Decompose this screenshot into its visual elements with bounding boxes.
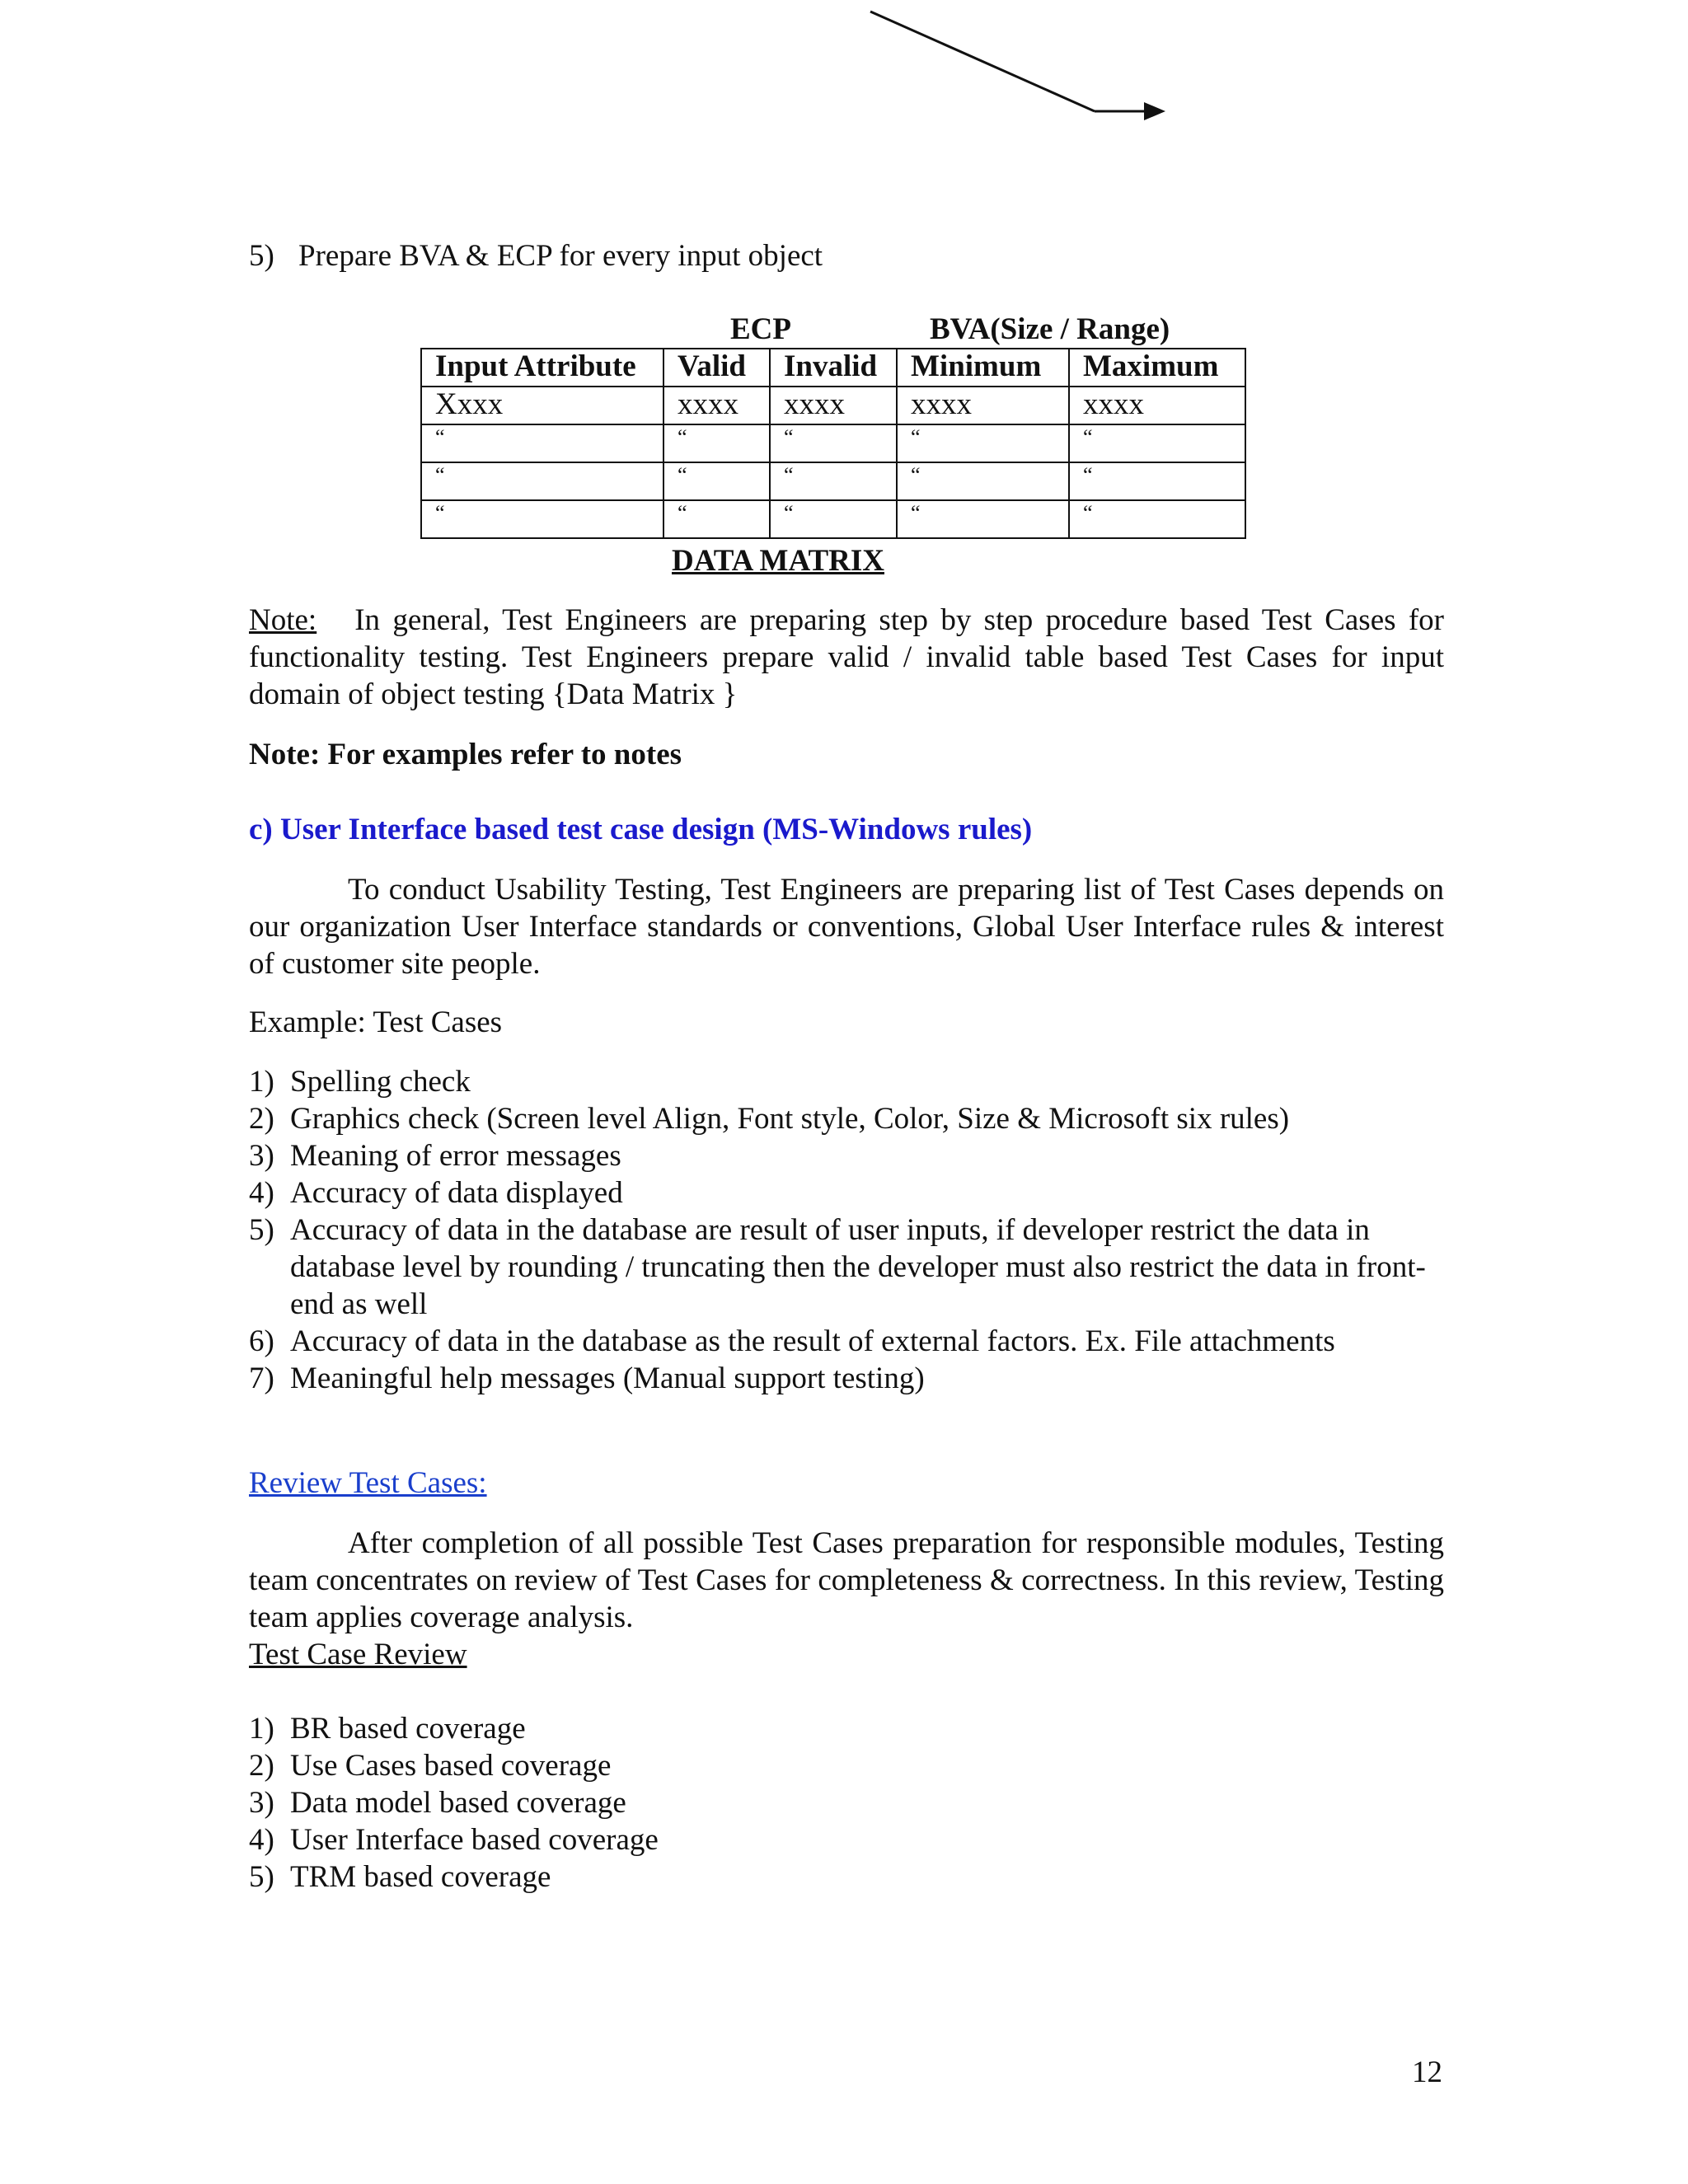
table-row <box>421 387 1245 424</box>
note-text: In general, Test Engineers are preparing step by step procedure based Test Cases for functionality testing. Test Engineers prepare valid / invalid table based Test Cases for input domain of object testing {Data Matrix } <box>249 603 1444 711</box>
table-cell: “ <box>421 500 663 538</box>
table-cell: “ <box>421 462 663 500</box>
table-row <box>421 462 1245 500</box>
table-cell: “ <box>770 500 897 538</box>
table-cell: “ <box>1069 424 1245 462</box>
header-invalid: Invalid <box>770 349 897 387</box>
list-item <box>249 1360 1444 1397</box>
note-label: Note: <box>249 603 317 637</box>
page-number: 12 <box>1412 2055 1442 2089</box>
list-item-number: 4) <box>249 1176 274 1210</box>
table-cell: “ <box>770 424 897 462</box>
ecp-group-header: ECP <box>730 312 791 346</box>
list-item-number: 1) <box>249 1065 274 1099</box>
list-item-text: Meaning of error messages <box>290 1139 621 1173</box>
list-item <box>249 1100 1444 1137</box>
list-item-number: 4) <box>249 1823 274 1857</box>
list-item-text: Data model based coverage <box>290 1786 626 1820</box>
list-item <box>249 1323 1444 1360</box>
review-paragraph: After completion of all possible Test Cases preparation for responsible modules, Testing team concentrates on review of Test Cases for completeness & correctness. In this review, Testing team applies coverage analysis. <box>249 1526 1444 1634</box>
list-item-number: 6) <box>249 1324 274 1358</box>
list-item <box>249 1821 1444 1858</box>
list-item-text: Accuracy of data in the database as the result of external factors. Ex. File attachments <box>290 1324 1335 1358</box>
test-case-review-heading: Test Case Review <box>249 1638 467 1671</box>
data-matrix-table <box>420 348 1246 539</box>
table-header-row <box>421 349 1245 387</box>
list-item-text: BR based coverage <box>290 1712 526 1746</box>
list-item-number: 1) <box>249 1712 274 1746</box>
example-label: Example: Test Cases <box>249 1005 503 1039</box>
data-matrix-caption: DATA MATRIX <box>672 544 884 578</box>
coverage-list <box>249 1710 1444 1896</box>
table-cell: “ <box>770 462 897 500</box>
list-item <box>249 1858 1444 1896</box>
list-item <box>249 1784 1444 1821</box>
list-item-text: Graphics check (Screen level Align, Font style, Color, Size & Microsoft six rules) <box>290 1102 1290 1136</box>
list-item-text: User Interface based coverage <box>290 1823 659 1857</box>
note-paragraph <box>249 602 1444 713</box>
list-item-number: 5) <box>249 1860 274 1894</box>
table-cell: “ <box>897 462 1069 500</box>
list-item-number: 3) <box>249 1139 274 1173</box>
table-cell: “ <box>663 462 770 500</box>
table-cell: “ <box>897 500 1069 538</box>
list-item-number: 2) <box>249 1749 274 1783</box>
note-examples: Note: For examples refer to notes <box>249 738 682 771</box>
header-maximum: Maximum <box>1069 349 1245 387</box>
ui-test-case-list <box>249 1063 1444 1397</box>
table-row <box>421 424 1245 462</box>
step-5-text: Prepare BVA & ECP for every input object <box>298 239 823 273</box>
table-cell: xxxx <box>663 387 770 424</box>
list-item-number: 3) <box>249 1786 274 1820</box>
list-item <box>249 1747 1444 1784</box>
table-cell: “ <box>897 424 1069 462</box>
list-item-text: Accuracy of data in the database are result of user inputs, if developer restrict the data in database level by rounding / truncating then the developer must also restrict the data in front-end as well <box>290 1213 1426 1321</box>
table-cell: “ <box>421 424 663 462</box>
table-cell: xxxx <box>1069 387 1245 424</box>
step-5-number: 5) <box>249 239 274 273</box>
table-cell: “ <box>1069 500 1245 538</box>
step-5-line <box>249 237 1444 274</box>
table-cell: Xxxx <box>421 387 663 424</box>
list-item-number: 2) <box>249 1102 274 1136</box>
bva-group-header: BVA(Size / Range) <box>930 312 1170 346</box>
table-cell: “ <box>663 500 770 538</box>
list-item-number: 7) <box>249 1361 274 1395</box>
list-item <box>249 1063 1444 1100</box>
arrow-icon <box>857 0 1170 132</box>
list-item <box>249 1174 1444 1212</box>
table-row <box>421 500 1245 538</box>
list-item-text: Accuracy of data displayed <box>290 1176 623 1210</box>
review-test-cases-link[interactable]: Review Test Cases: <box>249 1466 487 1500</box>
table-cell: xxxx <box>770 387 897 424</box>
list-item-text: TRM based coverage <box>290 1860 551 1894</box>
table-cell: “ <box>1069 462 1245 500</box>
header-valid: Valid <box>663 349 770 387</box>
list-item-text: Use Cases based coverage <box>290 1749 612 1783</box>
header-minimum: Minimum <box>897 349 1069 387</box>
list-item-text: Spelling check <box>290 1065 471 1099</box>
list-item-number: 5) <box>249 1213 274 1247</box>
table-cell: xxxx <box>897 387 1069 424</box>
table-cell: “ <box>663 424 770 462</box>
section-c-paragraph: To conduct Usability Testing, Test Engineers are preparing list of Test Cases depends on our organization User Interface standards or conventions, Global User Interface rules & interest of customer site people. <box>249 873 1444 981</box>
list-item <box>249 1212 1444 1323</box>
list-item <box>249 1137 1444 1174</box>
header-input-attribute: Input Attribute <box>421 349 663 387</box>
section-c-heading: c) User Interface based test case design (MS-Windows rules) <box>249 813 1033 846</box>
list-item <box>249 1710 1444 1747</box>
list-item-text: Meaningful help messages (Manual support testing) <box>290 1361 925 1395</box>
